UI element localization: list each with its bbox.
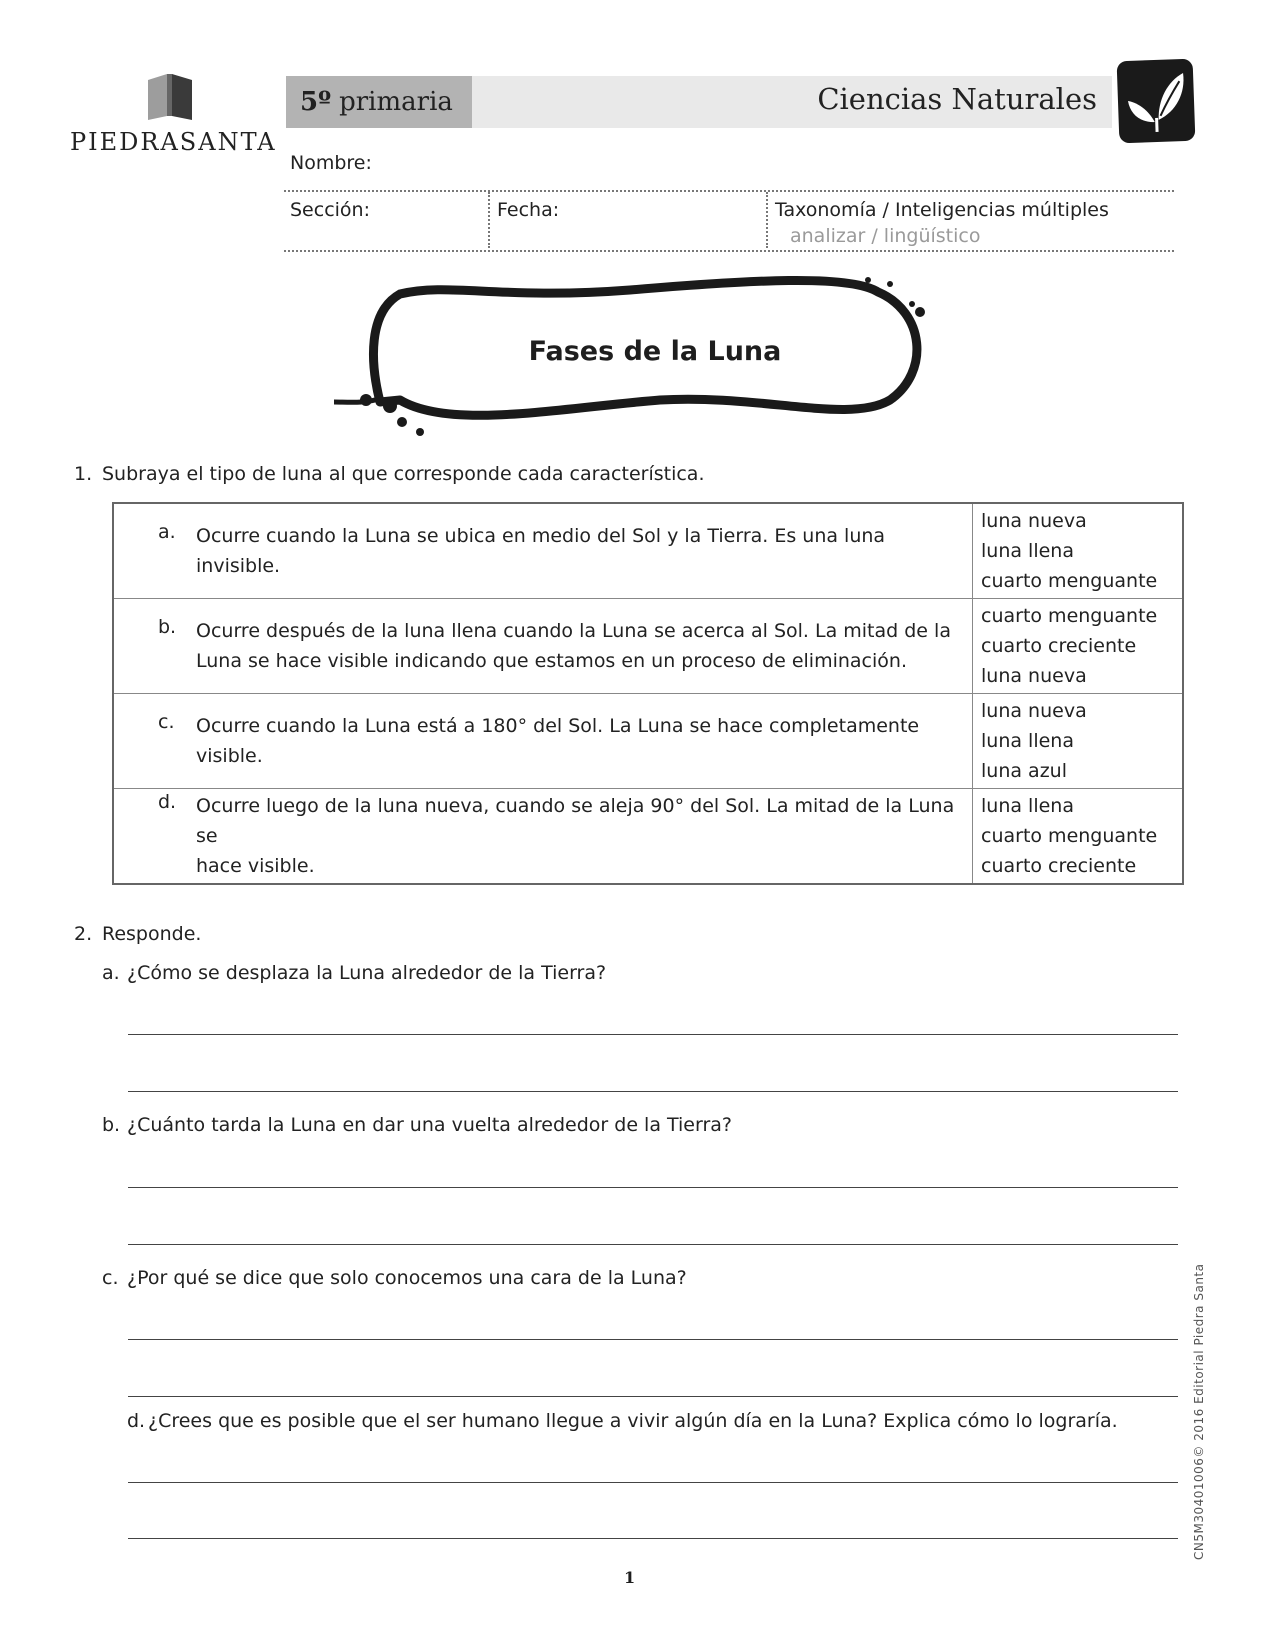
moon-phase-option[interactable]: luna nueva — [981, 510, 1087, 532]
answer-line[interactable] — [128, 1244, 1178, 1245]
characteristic-line: visible. — [196, 745, 263, 767]
characteristic-text — [196, 711, 919, 771]
subquestion-text: ¿Por qué se dice que solo conocemos una cara de la Luna? — [127, 1267, 687, 1289]
row-letter: b. — [158, 616, 177, 638]
answer-line[interactable] — [128, 1538, 1178, 1539]
subquestion-letter: c. — [102, 1267, 119, 1289]
moon-phase-option[interactable]: luna azul — [981, 760, 1067, 782]
moon-phase-option[interactable]: cuarto menguante — [981, 570, 1158, 592]
characteristic-text — [196, 616, 951, 676]
moon-phase-option[interactable]: luna llena — [981, 540, 1074, 562]
subquestion-text: ¿Cómo se desplaza la Luna alrededor de la Tierra? — [127, 962, 607, 984]
page-number: 1 — [624, 1568, 636, 1587]
moon-phase-option[interactable]: cuarto menguante — [981, 605, 1158, 627]
subject-badge — [1117, 59, 1196, 144]
subquestion-text: ¿Cuánto tarda la Luna en dar una vuelta alrededor de la Tierra? — [127, 1114, 733, 1136]
table-row — [113, 789, 1183, 885]
question-text: Responde. — [102, 923, 202, 945]
nombre-label: Nombre: — [290, 152, 372, 174]
divider — [284, 250, 1174, 252]
moon-phase-option[interactable]: cuarto menguante — [981, 825, 1158, 847]
logo-text: PIEDRASANTA — [70, 128, 277, 156]
moon-phase-option[interactable]: cuarto creciente — [981, 635, 1137, 657]
row-letter: c. — [158, 711, 175, 733]
options-cell — [973, 694, 1184, 789]
characteristic-line: Ocurre cuando la Luna se ubica en medio del Sol y la Tierra. Es una luna invisible. — [196, 525, 886, 577]
options-cell — [973, 599, 1184, 694]
options-cell — [973, 503, 1184, 599]
subject-title: Ciencias Naturales — [817, 82, 1097, 116]
moon-phase-option[interactable]: luna llena — [981, 730, 1074, 752]
answer-line[interactable] — [128, 1091, 1178, 1092]
characteristic-line: Ocurre luego de la luna nueva, cuando se aleja 90° del Sol. La mitad de la Luna se — [196, 795, 955, 847]
answer-line[interactable] — [128, 1396, 1178, 1397]
publisher-logo — [70, 72, 277, 167]
subquestion-letter: a. — [102, 962, 120, 984]
characteristic-text — [196, 791, 972, 881]
characteristic-text — [196, 521, 972, 581]
worksheet-title: Fases de la Luna — [528, 336, 782, 367]
answer-line[interactable] — [128, 1339, 1178, 1340]
question-text: Subraya el tipo de luna al que corresponde cada característica. — [102, 463, 705, 485]
characteristic-cell — [113, 599, 973, 694]
answer-line[interactable] — [128, 1034, 1178, 1035]
characteristic-line: Ocurre después de la luna llena cuando la Luna se acerca al Sol. La mitad de la — [196, 620, 951, 642]
copyright-code: CN5M30401006© 2016 Editorial Piedra Santa — [1192, 1263, 1206, 1560]
characteristic-cell — [113, 694, 973, 789]
seccion-label: Sección: — [290, 199, 370, 221]
answer-line[interactable] — [128, 1187, 1178, 1188]
subquestion-letter: b. — [102, 1114, 121, 1136]
table-row — [113, 694, 1183, 789]
row-letter: a. — [158, 521, 176, 543]
answer-line[interactable] — [128, 1482, 1178, 1483]
taxonomia-label: Taxonomía / Inteligencias múltiples — [775, 199, 1109, 221]
characteristic-line: Ocurre cuando la Luna está a 180° del Sol. La Luna se hace completamente — [196, 715, 920, 737]
characteristic-cell — [113, 503, 973, 599]
options-cell — [973, 789, 1184, 885]
row-letter: d. — [158, 791, 177, 813]
divider — [766, 192, 768, 248]
moon-phase-option[interactable]: luna nueva — [981, 665, 1087, 687]
question-number: 1. — [74, 463, 93, 485]
subquestion-letter: d. — [127, 1410, 146, 1432]
divider — [284, 190, 1174, 192]
leaf-icon — [1117, 59, 1196, 144]
table-row — [113, 503, 1183, 599]
grade-label — [286, 76, 472, 128]
question-number: 2. — [74, 923, 93, 945]
moon-phase-option[interactable]: luna nueva — [981, 700, 1087, 722]
divider — [488, 192, 490, 248]
moon-phase-option[interactable]: cuarto creciente — [981, 855, 1137, 877]
characteristic-cell — [113, 789, 973, 885]
subquestion-text: ¿Crees que es posible que el ser humano llegue a vivir algún día en la Luna? Explica cómo lo lograría. — [148, 1410, 1118, 1432]
grade-number: 5º — [300, 87, 332, 117]
book-icon — [145, 72, 195, 122]
moon-phase-option[interactable]: luna llena — [981, 795, 1074, 817]
fecha-label: Fecha: — [497, 199, 560, 221]
grade-text: primaria — [339, 87, 453, 117]
table-row — [113, 599, 1183, 694]
taxonomia-value: analizar / lingüístico — [790, 225, 981, 247]
characteristic-line: hace visible. — [196, 855, 315, 877]
phases-table — [112, 502, 1184, 885]
characteristic-line: Luna se hace visible indicando que estamos en un proceso de eliminación. — [196, 650, 907, 672]
